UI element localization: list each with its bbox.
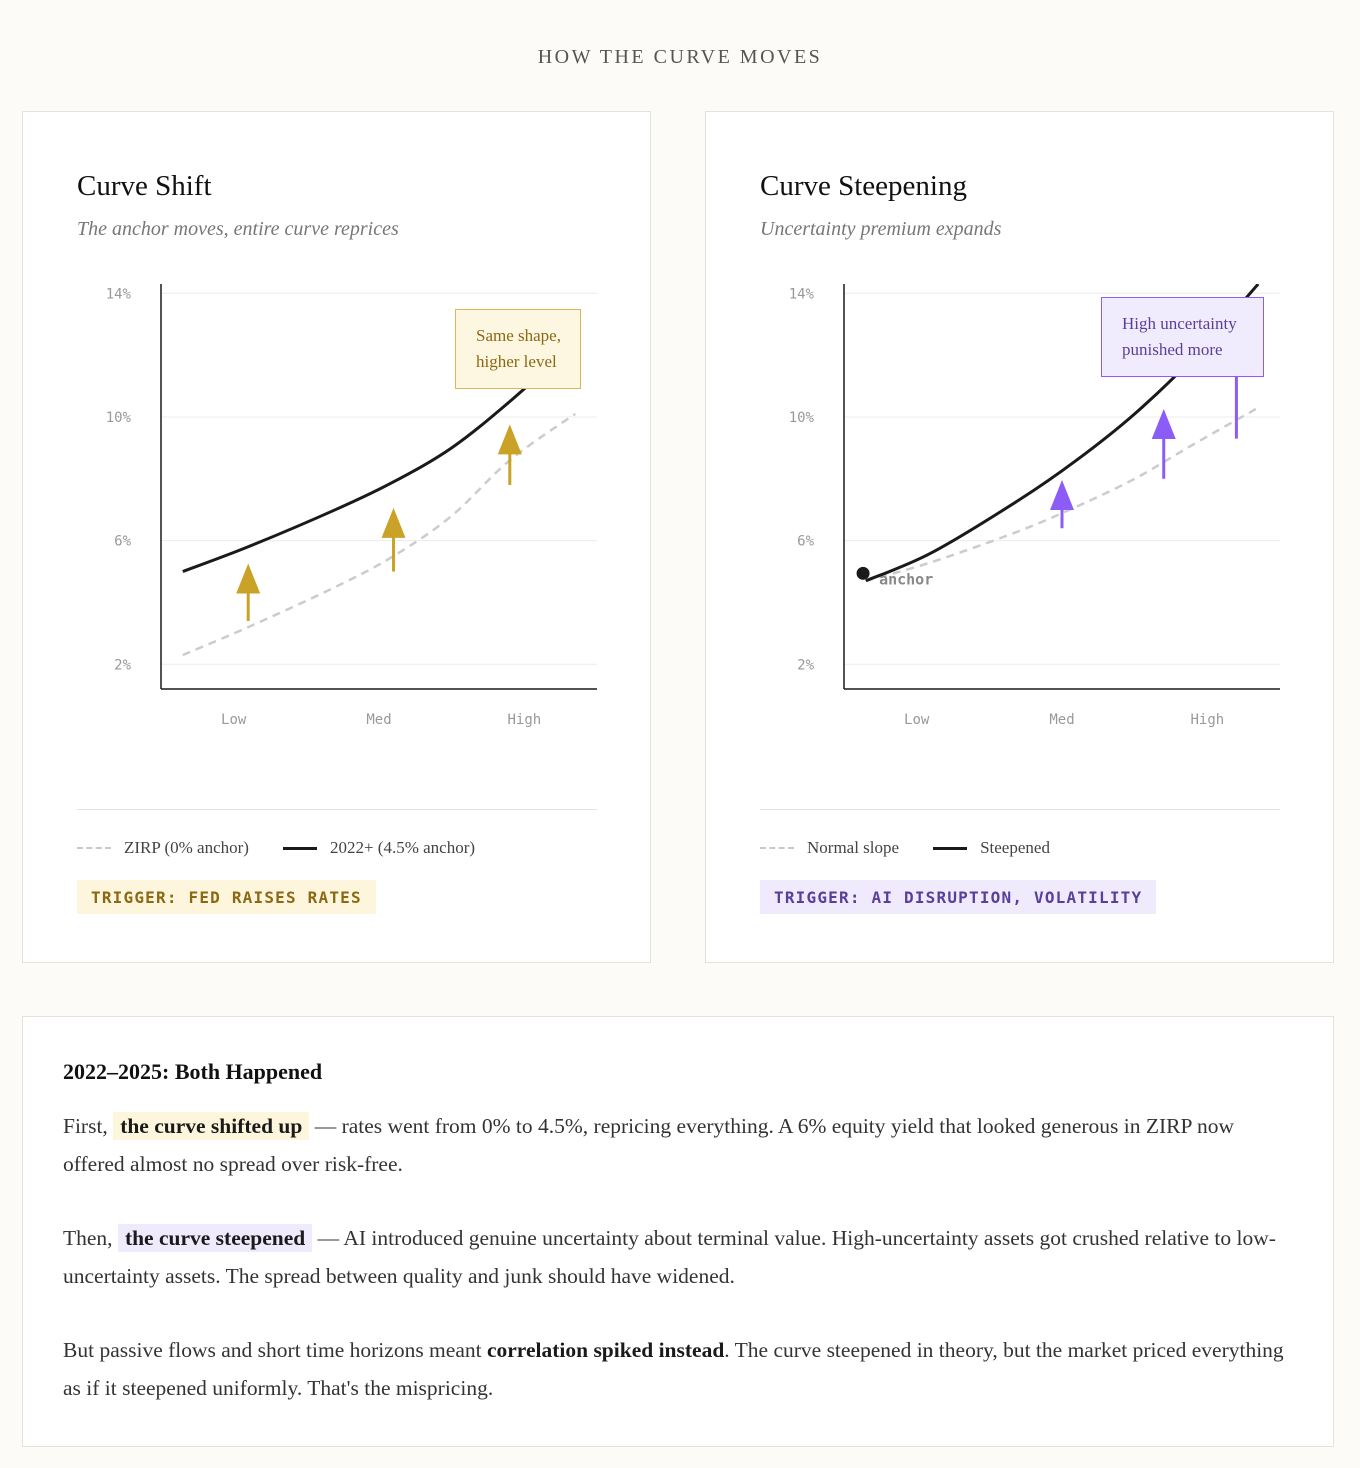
anchor-dot xyxy=(857,567,870,580)
arrow-head xyxy=(382,508,406,538)
curve-steepening-chart xyxy=(706,262,1335,742)
highlight-shifted: the curve shifted up xyxy=(113,1112,309,1140)
arrow-head xyxy=(1050,480,1074,510)
text: — rates went from 0% to 4.5%, repricing everything. A 6% equity yield that looked generous in ZIRP now offered almost no spread over risk-free. xyxy=(63,1114,1235,1176)
x-tick-label: Low xyxy=(904,712,930,728)
legend-item-2022 xyxy=(283,838,475,858)
arrow-head xyxy=(236,564,260,594)
legend-solid-swatch xyxy=(933,847,967,850)
legend-label: 2022+ (4.5% anchor) xyxy=(329,838,476,857)
y-tick-label: 14% xyxy=(788,286,814,303)
legend-solid-swatch xyxy=(283,847,317,850)
annotation-box xyxy=(1101,297,1264,377)
up-arrow xyxy=(1050,480,1074,528)
highlight-steepened: the curve steepened xyxy=(118,1224,312,1252)
card-title: Curve Steepening xyxy=(760,170,967,202)
card-title: Curve Shift xyxy=(77,170,212,202)
x-tick-label: Med xyxy=(1049,712,1075,728)
annotation-text: Same shape, higher level xyxy=(455,309,581,389)
up-arrow xyxy=(236,564,260,621)
arrow-head xyxy=(1152,409,1176,439)
y-tick-label: 14% xyxy=(105,286,131,303)
card-subtitle: The anchor moves, entire curve reprices xyxy=(77,218,399,240)
legend-label: Normal slope xyxy=(807,838,900,857)
trigger-badge: TRIGGER: FED RAISES RATES xyxy=(77,880,376,914)
x-tick-label: Med xyxy=(366,712,392,728)
y-tick-label: 2% xyxy=(797,657,814,674)
annotation-box xyxy=(455,309,581,389)
page-title: HOW THE CURVE MOVES xyxy=(537,46,823,68)
y-tick-label: 2% xyxy=(114,657,131,674)
divider xyxy=(77,809,597,810)
curve-shift-chart xyxy=(23,262,652,742)
text: But passive flows and short time horizons meant xyxy=(63,1338,487,1362)
arrow-head xyxy=(498,424,522,454)
trigger-badge: TRIGGER: AI DISRUPTION, VOLATILITY xyxy=(760,880,1156,914)
text: First, xyxy=(63,1114,114,1138)
y-tick-label: 6% xyxy=(114,533,131,550)
y-tick-label: 10% xyxy=(105,409,131,426)
text: — AI introduced genuine uncertainty about terminal value. High-uncertainty assets got crushed relative to low-uncertainty assets. The spread between quality and junk should have widened. xyxy=(63,1226,1276,1288)
legend-label: Steepened xyxy=(980,838,1050,857)
up-arrow xyxy=(382,508,406,572)
curve-steepening-card xyxy=(705,111,1334,963)
legend-item-steepened xyxy=(933,838,1050,858)
text: Then, xyxy=(63,1226,118,1250)
legend xyxy=(77,838,509,858)
annotation-text: High uncertainty punished more xyxy=(1101,297,1264,377)
divider xyxy=(760,809,1280,810)
x-tick-label: High xyxy=(1190,712,1225,728)
x-tick-label: Low xyxy=(221,712,247,728)
anchor-label: anchor xyxy=(879,570,934,589)
y-tick-label: 6% xyxy=(797,533,814,550)
summary-paragraph-2 xyxy=(63,1219,1293,1295)
legend-dashed-swatch xyxy=(760,847,794,849)
legend-item-normal xyxy=(760,838,899,858)
legend-label: ZIRP (0% anchor) xyxy=(124,838,249,857)
legend xyxy=(760,838,1084,858)
summary-panel xyxy=(22,1016,1334,1447)
text: . The curve steepened in theory, but the market priced everything as if it steepened uniformly. That's the mispricing. xyxy=(63,1338,1284,1400)
legend-dashed-swatch xyxy=(77,847,111,849)
legend-item-zirp xyxy=(77,838,249,858)
curve-shift-card xyxy=(22,111,651,963)
x-tick-label: High xyxy=(507,712,542,728)
summary-paragraph-3 xyxy=(63,1331,1293,1407)
card-subtitle: Uncertainty premium expands xyxy=(760,218,1002,240)
y-tick-label: 10% xyxy=(788,409,814,426)
summary-title: 2022–2025: Both Happened xyxy=(63,1059,323,1084)
summary-paragraph-1 xyxy=(63,1107,1293,1183)
emphasis-correlation: correlation spiked instead xyxy=(486,1338,725,1362)
